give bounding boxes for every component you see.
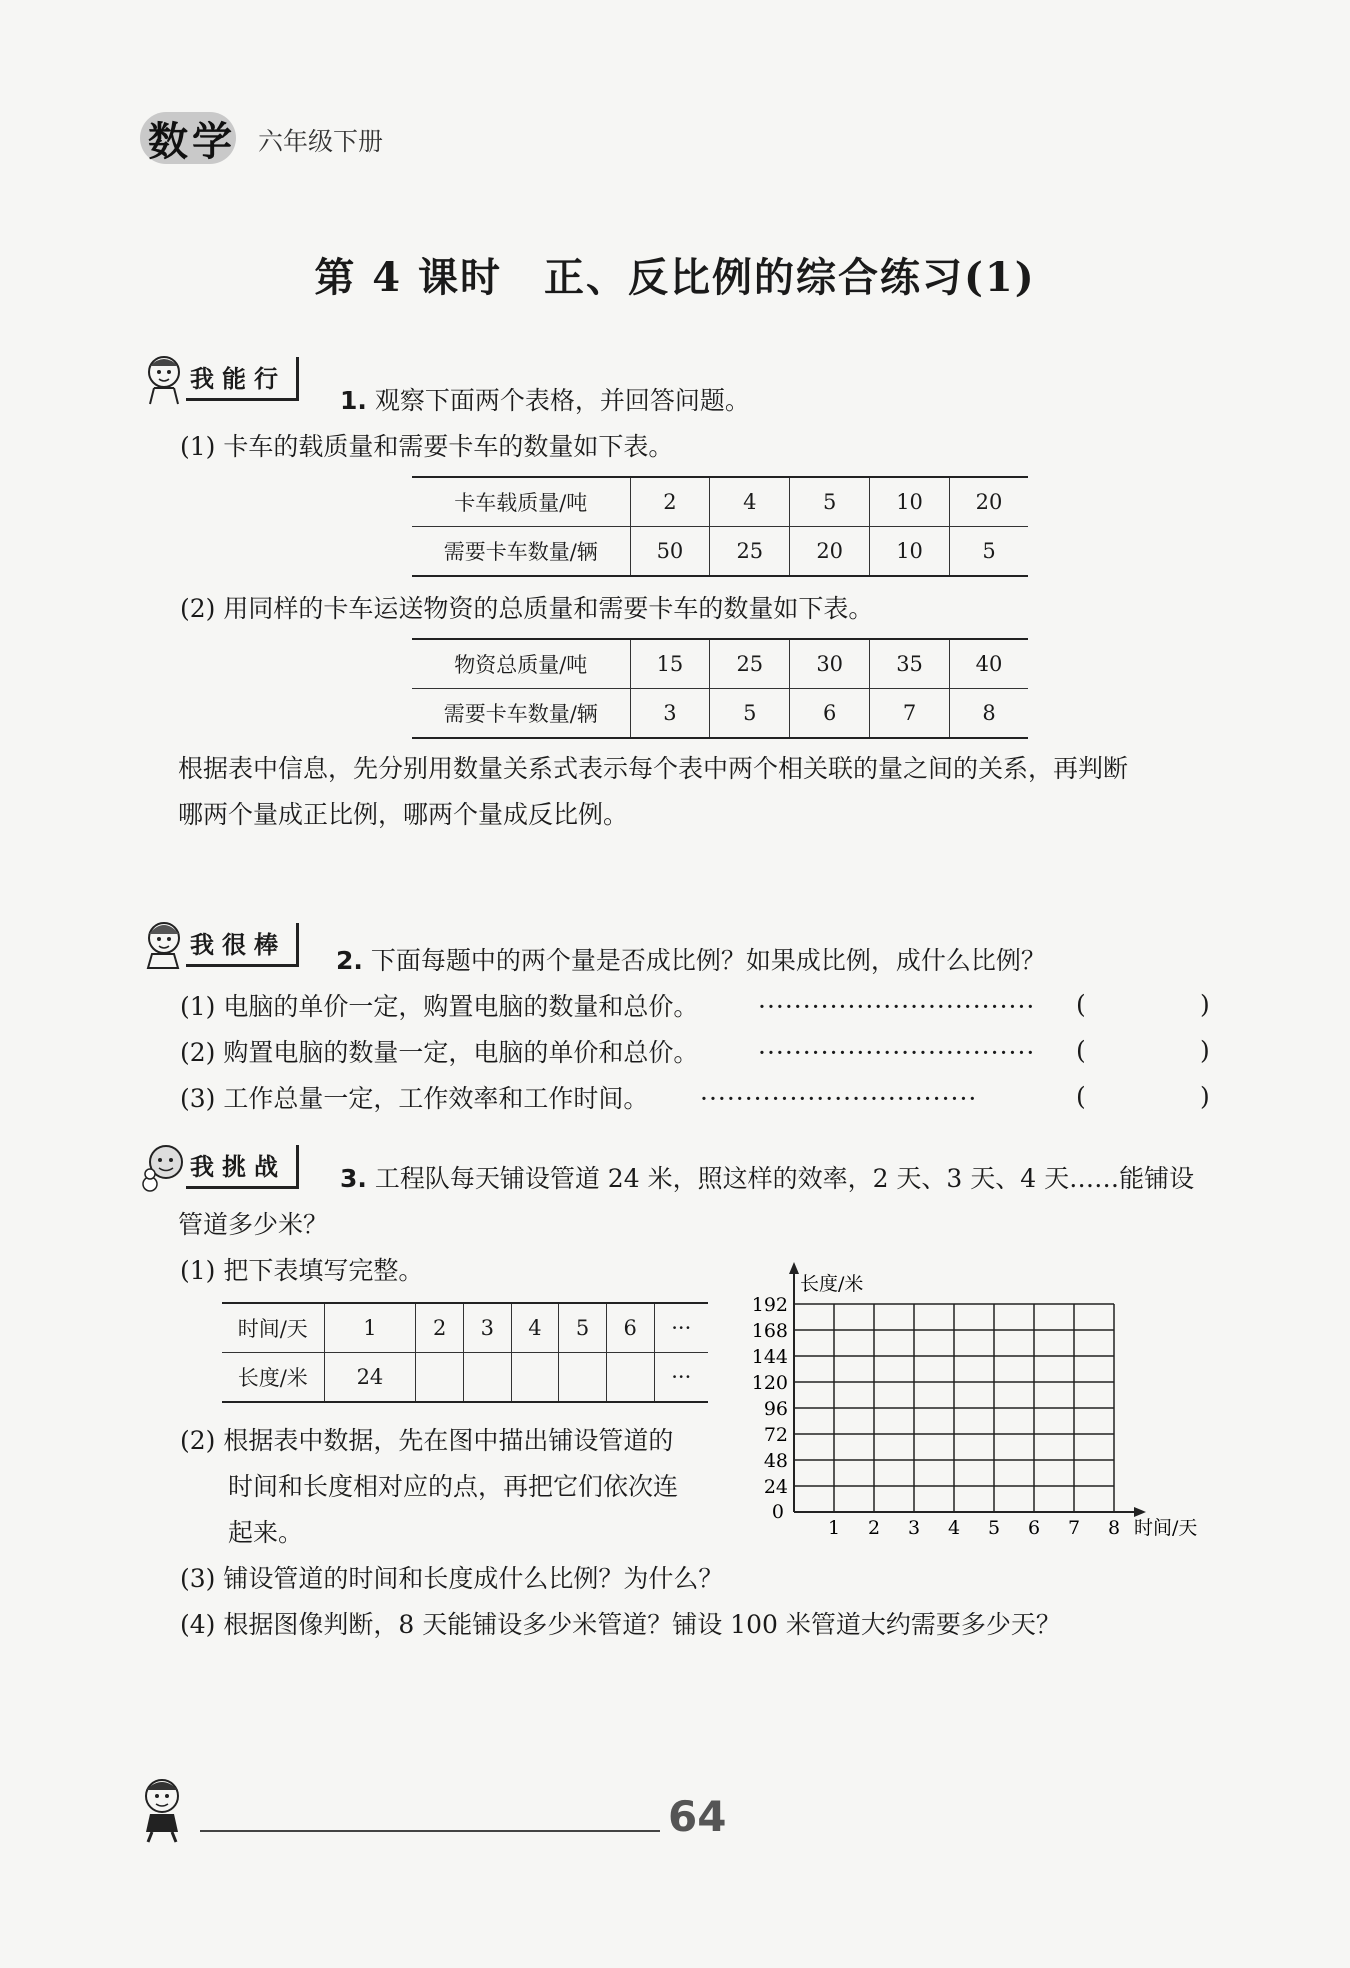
- q3-sub3: (3) 铺设管道的时间和长度成什么比例？为什么？: [180, 1564, 724, 1593]
- x-axis-label: 时间/天: [1134, 1517, 1198, 1539]
- table-row: [222, 1353, 708, 1403]
- footer-rule: [200, 1830, 660, 1832]
- grid-chart[interactable]: [740, 1252, 1230, 1552]
- table-cell: 4: [511, 1303, 559, 1353]
- q3-sub1: (1) 把下表填写完整。: [180, 1256, 424, 1285]
- q2-prompt: [336, 944, 1046, 978]
- leader-dots: ·······························: [700, 1084, 978, 1113]
- leader-dots: ·······························: [758, 992, 1036, 1021]
- origin-label: 0: [771, 1501, 784, 1523]
- table-cell: 25: [710, 639, 790, 689]
- q2-text: 下面每题中的两个量是否成比例？如果成比例，成什么比例？: [370, 946, 1046, 975]
- answer-cell[interactable]: [463, 1353, 511, 1403]
- answer-cell[interactable]: [559, 1353, 607, 1403]
- grade-label: 六年级下册: [258, 127, 384, 156]
- table-cell: 需要卡车数量/辆: [412, 527, 630, 577]
- q3-table: [222, 1302, 708, 1403]
- q3-prompt-line1: [340, 1162, 1194, 1196]
- q1-prompt: [340, 384, 750, 418]
- q1-sub1: (1) 卡车的载质量和需要卡车的数量如下表。: [180, 432, 674, 461]
- answer-blank[interactable]: [1094, 1032, 1194, 1068]
- x-tick-label: 4: [947, 1517, 961, 1539]
- q2-number: 2.: [336, 946, 363, 975]
- table-cell: 5: [710, 689, 790, 739]
- chart-axes: [789, 1262, 1146, 1517]
- q2-item-3: (3) 工作总量一定，工作效率和工作时间。: [180, 1084, 649, 1113]
- answer-paren-close: ): [1200, 1036, 1210, 1065]
- y-tick-label: 192: [751, 1294, 788, 1316]
- table-row: [412, 527, 1028, 577]
- x-tick-label: 6: [1027, 1517, 1041, 1539]
- y-tick-label: 96: [763, 1398, 788, 1420]
- table-cell: 5: [950, 527, 1029, 577]
- x-tick-label: 1: [827, 1517, 841, 1539]
- table-cell: 1: [324, 1303, 416, 1353]
- table-row: [222, 1303, 708, 1353]
- table-cell: 20: [790, 527, 870, 577]
- table-cell: 50: [630, 527, 710, 577]
- q2-item-2: (2) 购置电脑的数量一定，电脑的单价和总价。: [180, 1038, 699, 1067]
- x-tick-label: 3: [907, 1517, 921, 1539]
- y-tick-label: 48: [763, 1450, 788, 1472]
- answer-cell[interactable]: [606, 1353, 654, 1403]
- q2-badge: [140, 918, 299, 972]
- q2-item-1: (1) 电脑的单价一定，购置电脑的数量和总价。: [180, 992, 699, 1021]
- y-axis-arrow-icon: [789, 1262, 799, 1274]
- lesson-title: 第 4 课时 正、反比例的综合练习(1): [314, 254, 1036, 301]
- table-cell: 物资总质量/吨: [412, 639, 630, 689]
- table-row: [412, 477, 1028, 527]
- q1-badge: [140, 352, 299, 406]
- table-cell: 时间/天: [222, 1303, 324, 1353]
- x-tick-label: 2: [867, 1517, 881, 1539]
- q1-badge-label: 我能行: [186, 357, 299, 401]
- answer-paren-open: (: [1076, 1036, 1086, 1065]
- q1-text: 观察下面两个表格，并回答问题。: [374, 386, 750, 415]
- y-tick-label: 144: [751, 1346, 788, 1368]
- table-cell: 卡车载质量/吨: [412, 477, 630, 527]
- x-tick-label: 7: [1067, 1517, 1081, 1539]
- q1-instruction-line1: 根据表中信息，先分别用数量关系式表示每个表中两个相关联的量之间的关系，再判断: [178, 754, 1129, 783]
- table-cell: 4: [710, 477, 790, 527]
- q1-table2: [412, 638, 1028, 739]
- answer-cell[interactable]: [511, 1353, 559, 1403]
- table-cell: 20: [950, 477, 1029, 527]
- q3-sub4: (4) 根据图像判断，8 天能铺设多少米管道？铺设 100 米管道大约需要多少天？: [180, 1610, 1061, 1639]
- chart-grid: [794, 1304, 1114, 1512]
- y-tick-label: 72: [763, 1424, 788, 1446]
- q1-table1: [412, 476, 1028, 577]
- q3-sub2-line2: 时间和长度相对应的点，再把它们依次连: [228, 1472, 679, 1501]
- q3-text-line2: 管道多少米？: [178, 1210, 329, 1239]
- q3-sub2-line3: 起来。: [228, 1518, 304, 1547]
- table-cell: 10: [870, 477, 950, 527]
- answer-cell[interactable]: [416, 1353, 464, 1403]
- table-cell: 7: [870, 689, 950, 739]
- q3-badge: [140, 1140, 299, 1194]
- table-cell: 6: [606, 1303, 654, 1353]
- table-cell: 30: [790, 639, 870, 689]
- q3-badge-label: 我挑战: [186, 1145, 299, 1189]
- leader-dots: ·······························: [758, 1038, 1036, 1067]
- table-cell: 24: [324, 1353, 416, 1403]
- y-tick-label: 24: [763, 1476, 788, 1498]
- table-cell: ···: [654, 1303, 708, 1353]
- table-cell: 3: [463, 1303, 511, 1353]
- table-cell: ···: [654, 1353, 708, 1403]
- table-cell: 5: [559, 1303, 607, 1353]
- q3-text-line1: 工程队每天铺设管道 24 米，照这样的效率，2 天、3 天、4 天……能铺设: [374, 1164, 1195, 1193]
- table-row: [412, 689, 1028, 739]
- q2-badge-label: 我很棒: [186, 923, 299, 967]
- q1-sub2: (2) 用同样的卡车运送物资的总质量和需要卡车的数量如下表。: [180, 594, 874, 623]
- x-axis-arrow-icon: [1134, 1507, 1146, 1517]
- y-tick-label: 120: [751, 1372, 788, 1394]
- table-cell: 3: [630, 689, 710, 739]
- answer-blank[interactable]: [1094, 986, 1194, 1022]
- subject-label: 数学: [148, 119, 236, 165]
- table-cell: 25: [710, 527, 790, 577]
- answer-paren-open: (: [1076, 1082, 1086, 1111]
- table-cell: 10: [870, 527, 950, 577]
- table-cell: 长度/米: [222, 1353, 324, 1403]
- q3-sub2-line1: (2) 根据表中数据，先在图中描出铺设管道的: [180, 1426, 674, 1455]
- table-cell: 8: [950, 689, 1029, 739]
- q1-number: 1.: [340, 386, 367, 415]
- x-tick-label: 5: [987, 1517, 1001, 1539]
- table-cell: 2: [416, 1303, 464, 1353]
- answer-paren-close: ): [1200, 990, 1210, 1019]
- y-axis-label: 长度/米: [800, 1273, 864, 1295]
- page-number: 64: [668, 1792, 727, 1841]
- y-tick-label: 168: [751, 1320, 788, 1342]
- table-cell: 需要卡车数量/辆: [412, 689, 630, 739]
- table-cell: 15: [630, 639, 710, 689]
- table-cell: 40: [950, 639, 1029, 689]
- answer-paren-open: (: [1076, 990, 1086, 1019]
- table-cell: 2: [630, 477, 710, 527]
- table-cell: 5: [790, 477, 870, 527]
- table-cell: 35: [870, 639, 950, 689]
- table-row: [412, 639, 1028, 689]
- answer-paren-close: ): [1200, 1082, 1210, 1111]
- answer-blank[interactable]: [1094, 1078, 1194, 1114]
- mascot-boy-icon: [132, 1772, 202, 1844]
- table-cell: 6: [790, 689, 870, 739]
- q1-instruction-line2: 哪两个量成正比例，哪两个量成反比例。: [178, 800, 629, 829]
- q3-number: 3.: [340, 1164, 367, 1193]
- x-tick-label: 8: [1107, 1517, 1121, 1539]
